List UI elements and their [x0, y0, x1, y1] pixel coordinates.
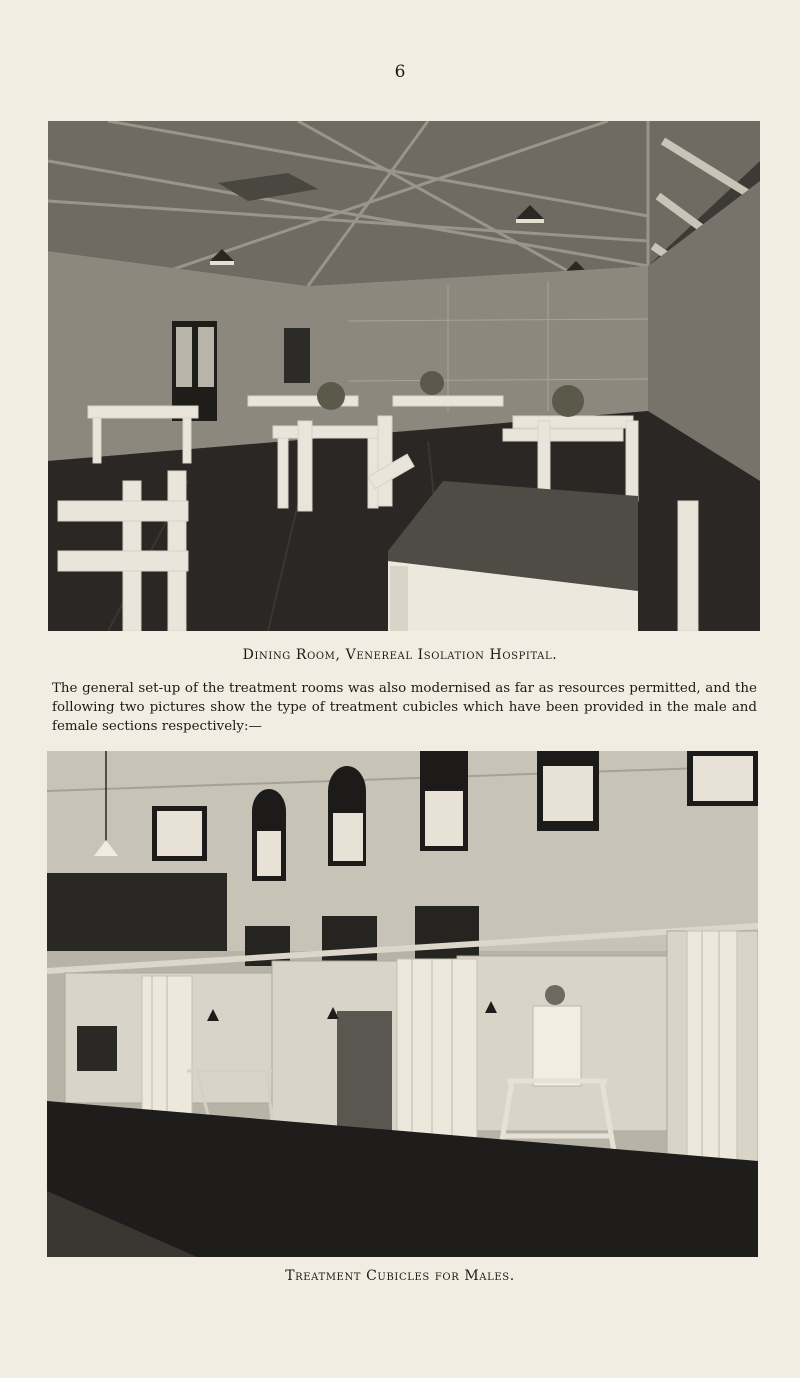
body-paragraph: The general set-up of the treatment rooms was also modernised as far as resources permitted, and the following two pictures show the type of treatment cubicles which have been provided in the male and female sections respectively:—	[52, 681, 757, 734]
dining-room-caption: Dining Room, Venereal Isolation Hospital.	[242, 647, 558, 663]
treatment-cubicles-photo	[47, 751, 758, 1257]
treatment-cubicles-caption: Treatment Cubicles for Males.	[285, 1268, 515, 1284]
dining-room-photo	[48, 121, 760, 631]
page-number: 6	[394, 62, 406, 82]
